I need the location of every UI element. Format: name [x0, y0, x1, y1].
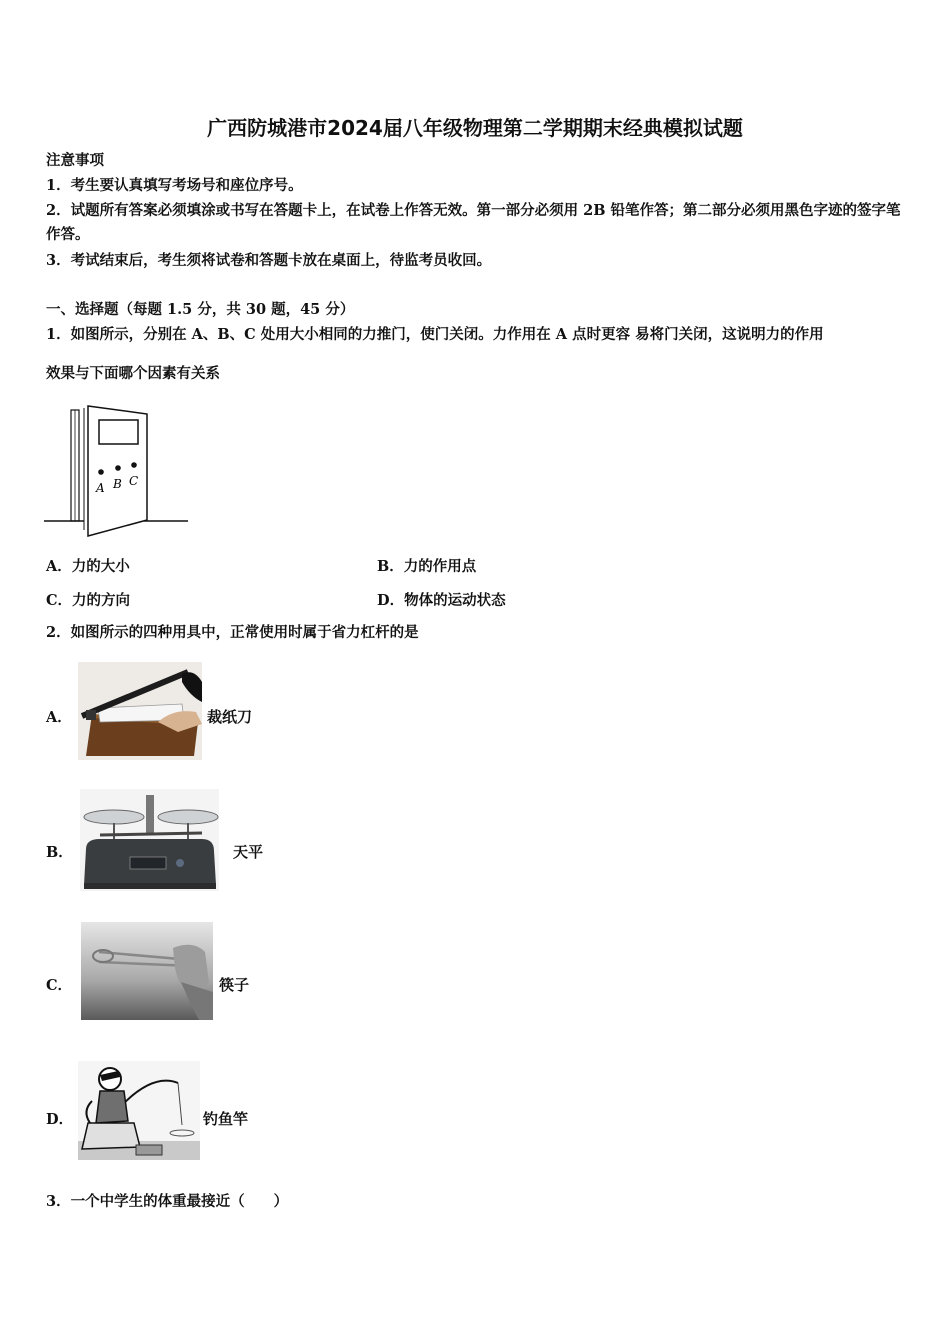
- q1-option-c[interactable]: C．力的方向: [46, 592, 131, 609]
- q1-stem-line2: 效果与下面哪个因素有关系: [46, 365, 220, 382]
- door-label-b: B: [113, 477, 122, 491]
- q2-option-c-caption: 筷子: [219, 976, 250, 994]
- q3-stem: 3．一个中学生的体重最接近（ ）: [46, 1193, 289, 1210]
- notice-item-1: 1．考生要认真填写考场号和座位序号。: [46, 177, 303, 194]
- q2-option-a-caption: 裁纸刀: [207, 708, 253, 726]
- balance-scale-image: [80, 789, 219, 891]
- door-label-c: C: [129, 474, 139, 488]
- q2-option-d-letter[interactable]: D．: [46, 1111, 74, 1128]
- fishing-rod-image: [78, 1061, 200, 1160]
- q2-option-b-caption: 天平: [233, 843, 264, 861]
- q1-stem-line1: 1．如图所示，分别在 A、B、C 处用大小相同的力推门，使门关闭。力作用在 A 点时更容 易将门关闭，这说明力的作用: [46, 326, 824, 343]
- q1-option-d[interactable]: D．物体的运动状态: [377, 592, 506, 609]
- q2-stem: 2．如图所示的四种用具中，正常使用时属于省力杠杆的是: [46, 624, 419, 641]
- q2-option-d-caption: 钓鱼竿: [203, 1110, 249, 1128]
- notice-heading: 注意事项: [46, 152, 104, 169]
- notice-item-3: 3．考试结束后，考生须将试卷和答题卡放在桌面上，待监考员收回。: [46, 252, 492, 269]
- notice-item-2: 2．试题所有答案必须填涂或书写在答题卡上，在试卷上作答无效。第一部分必须用 2B 铅笔作答；第二部分必须用黑色字迹的签字笔作答。: [46, 202, 901, 243]
- q2-option-c-letter[interactable]: C．: [46, 977, 73, 994]
- page-title: 广西防城港市2024届八年级物理第二学期期末经典模拟试题: [207, 116, 743, 140]
- q1-option-b[interactable]: B．力的作用点: [377, 558, 477, 575]
- section-heading: 一、选择题（每题 1.5 分，共 30 题，45 分）: [46, 301, 355, 318]
- paper-cutter-image: [78, 662, 202, 760]
- door-label-a: A: [96, 481, 105, 495]
- q2-option-a-letter[interactable]: A．: [46, 709, 72, 726]
- q1-option-a[interactable]: A．力的大小: [46, 558, 130, 575]
- door-figure: [44, 402, 190, 538]
- q2-option-b-letter[interactable]: B．: [46, 844, 73, 861]
- chopsticks-image: [81, 922, 213, 1020]
